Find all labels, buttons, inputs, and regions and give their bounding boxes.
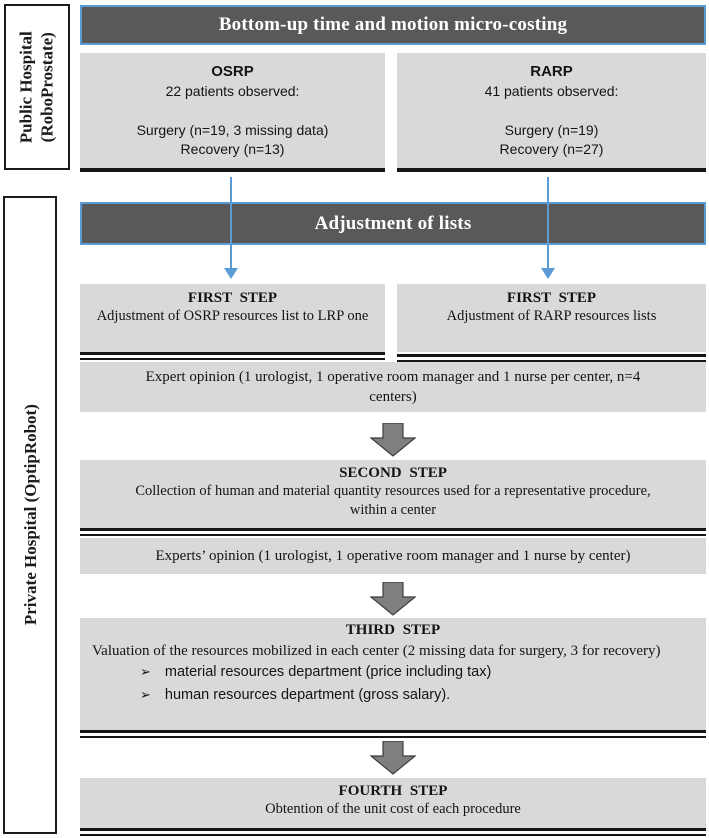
private-hospital-label: Private Hospital (OptipRobot) (20, 404, 40, 626)
double-rule (80, 352, 385, 360)
first-step-rarp-title: FIRST STEP (506, 290, 597, 306)
third-step-bullet-2 (140, 684, 694, 706)
micro-costing-banner (80, 5, 706, 45)
first-step-rarp-box (397, 284, 706, 352)
fourth-step-body: Obtention of the unit cost of each procedure (265, 801, 521, 817)
rarp-cohort-box (397, 53, 706, 172)
arrowhead-bullet-icon: ➢ (140, 687, 151, 703)
rarp-recovery: Recovery (n=27) (499, 141, 604, 158)
rarp-connector-line (547, 177, 549, 268)
third-step-bullet-2-text: human resources department (gross salary). (164, 686, 451, 703)
adjustment-banner (80, 202, 706, 245)
expert-opinion-box (80, 362, 706, 412)
first-step-osrp-title: FIRST STEP (187, 290, 278, 306)
third-step-bullet-1 (140, 661, 694, 683)
osrp-observed: 22 patients observed: (165, 83, 300, 100)
experts-opinion-box (80, 538, 706, 574)
third-step-title: THIRD STEP (345, 622, 441, 638)
rarp-title: RARP (530, 63, 573, 80)
fourth-step-box (80, 778, 706, 828)
first-step-rarp-body: Adjustment of RARP resources lists (446, 308, 657, 324)
second-step-title: SECOND STEP (339, 465, 447, 481)
expert-opinion-text: Expert opinion (1 urologist, 1 operative room manager and 1 nurse per center, n=4 centers) (145, 368, 641, 405)
first-step-osrp-box (80, 284, 385, 352)
rarp-surgery: Surgery (n=19) (504, 122, 599, 139)
osrp-surgery: Surgery (n=19, 3 missing data) (136, 122, 329, 139)
osrp-connector-line (230, 177, 232, 268)
double-rule (397, 354, 706, 362)
third-step-bullet-1-text: material resources department (price including tax) (164, 664, 492, 681)
public-hospital-label-line2: (RoboProstate) (38, 31, 57, 143)
double-rule (80, 828, 706, 836)
third-step-body: Valuation of the resources mobilized in each center (2 missing data for surgery, 3 for recovery) (92, 643, 661, 659)
double-rule (80, 528, 706, 536)
double-rule (80, 730, 706, 738)
rarp-connector-arrowhead-icon (541, 268, 555, 279)
down-arrow-icon (370, 423, 416, 457)
private-hospital-label-box (3, 196, 57, 834)
adjustment-banner-title: Adjustment of lists (314, 212, 472, 234)
osrp-connector-arrowhead-icon (224, 268, 238, 279)
fourth-step-title: FOURTH STEP (338, 783, 448, 799)
arrowhead-bullet-icon: ➢ (140, 665, 151, 681)
first-step-osrp-body: Adjustment of OSRP resources list to LRP one (96, 308, 369, 324)
third-step-box (80, 618, 706, 730)
experts-opinion-text: Experts’ opinion (1 urologist, 1 operative room manager and 1 nurse by center) (155, 547, 631, 564)
public-hospital-label-box (4, 4, 70, 170)
osrp-cohort-box (80, 53, 385, 172)
down-arrow-icon (370, 582, 416, 616)
public-hospital-label (16, 31, 59, 143)
micro-costing-banner-title: Bottom-up time and motion micro-costing (218, 14, 568, 35)
down-arrow-icon (370, 741, 416, 775)
rarp-observed: 41 patients observed: (484, 83, 619, 100)
osrp-title: OSRP (211, 63, 254, 80)
osrp-recovery: Recovery (n=13) (180, 141, 285, 158)
second-step-body: Collection of human and material quantity resources used for a representative procedure, within a center (135, 483, 651, 518)
second-step-box (80, 460, 706, 528)
public-hospital-label-line1: Public Hospital (16, 31, 36, 143)
